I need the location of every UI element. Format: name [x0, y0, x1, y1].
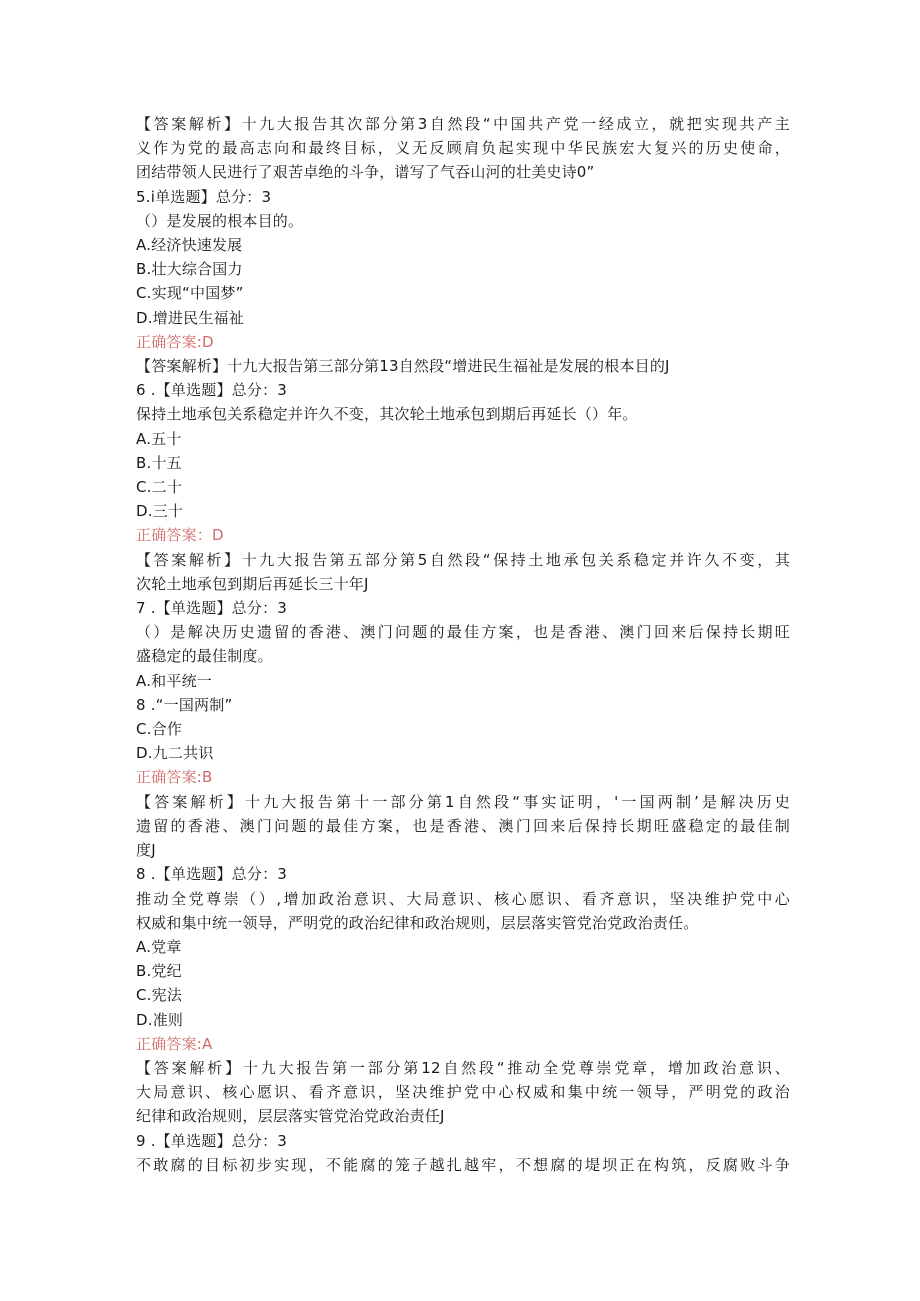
correct-answer-line: 正确答案:D: [136, 332, 214, 351]
correct-answer-line: 正确答案：D: [136, 526, 224, 545]
text-line: 5.i单选题】总分：3: [136, 187, 272, 206]
text-line: 推动全党尊崇（）,增加政治意识、大局意识、核心愿识、看齐意识，坚决维护党中心: [136, 889, 790, 908]
document-page: [136, 112, 790, 1177]
text-line: 义作为党的最高志向和最终目标，义无反顾肩负起实现中华民族宏大复兴的历史使命，: [136, 139, 790, 158]
text-line: 保持土地承包关系稳定并许久不变，其次轮土地承包到期后再延长（）年。: [136, 405, 638, 424]
text-line: 权威和集中统一领导，严明党的政治纪律和政治规则，层层落实管党治党政治责任。: [136, 913, 699, 932]
text-line: 7 .【单选题】总分：3: [136, 599, 288, 618]
text-line: C.实现“中国梦”: [136, 284, 244, 303]
text-line: 【答案解析】十九大报告第十一部分第1自然段“事实证明，'一国两制’是解决历史: [136, 792, 790, 811]
text-line: B.十五: [136, 453, 182, 472]
text-line: C.二十: [136, 478, 183, 497]
text-line: 次轮土地承包到期后再延长三十年J: [136, 574, 369, 593]
text-line: 【答案解析】十九大报告第三部分第13自然段“增进民生福祉是发展的根本目的J: [136, 357, 670, 376]
text-line: B.壮大综合国力: [136, 260, 243, 279]
text-line: （）是发展的根本目的。: [136, 211, 304, 230]
text-line: B.党纪: [136, 962, 182, 981]
text-line: 度J: [136, 841, 156, 860]
text-line: A.党章: [136, 937, 182, 956]
text-line: A.五十: [136, 429, 182, 448]
text-line: 纪律和政治规则，层层落实管党治党政治责任J: [136, 1107, 445, 1126]
correct-answer-line: 正确答案:A: [136, 1034, 213, 1053]
text-line: C.合作: [136, 720, 183, 739]
text-line: D.增进民生福祉: [136, 308, 244, 327]
text-line: 盛稳定的最佳制度。: [136, 647, 273, 666]
text-line: 9 .【单选题】总分：3: [136, 1131, 288, 1150]
text-line: 【答案解析】十九大报告第五部分第5自然段“保持土地承包关系稳定并许久不变，其: [136, 550, 790, 569]
text-line: 8 .“一国两制”: [136, 695, 233, 714]
text-line: A.和平统一: [136, 671, 212, 690]
text-line: 不敢腐的目标初步实现，不能腐的笼子越扎越牢，不想腐的堤坝正在构筑，反腐败斗争: [136, 1155, 790, 1174]
text-line: C.宪法: [136, 986, 183, 1005]
text-line: 6 .【单选题】总分：3: [136, 381, 288, 400]
correct-answer-line: 正确答案:B: [136, 768, 213, 787]
text-line: D.三十: [136, 502, 184, 521]
text-line: 【答案解析】十九大报告第一部分第12自然段“推动全党尊崇党章，增加政治意识、: [136, 1058, 790, 1077]
text-line: 【答案解析】十九大报告其次部分第3自然段“中国共产党一经成立，就把实现共产主: [136, 115, 790, 133]
text-line: 遗留的香港、澳门问题的最佳方案，也是香港、澳门回来后保持长期旺盛稳定的最佳制: [136, 816, 790, 835]
text-line: D.九二共识: [136, 744, 214, 763]
text-line: 8 .【单选题】总分：3: [136, 865, 288, 884]
text-line: （）是解决历史遗留的香港、澳门问题的最佳方案，也是香港、澳门回来后保持长期旺: [136, 623, 790, 642]
text-line: D.准则: [136, 1010, 184, 1029]
text-line: 团结带领人民进行了艰苦卓绝的斗争，谱写了气吞山河的壮美史诗0”: [136, 163, 595, 182]
text-line: 大局意识、核心愿识、看齐意识，坚决维护党中心权威和集中统一领导，严明党的政治: [136, 1083, 790, 1102]
text-line: A.经济快速发展: [136, 236, 243, 255]
